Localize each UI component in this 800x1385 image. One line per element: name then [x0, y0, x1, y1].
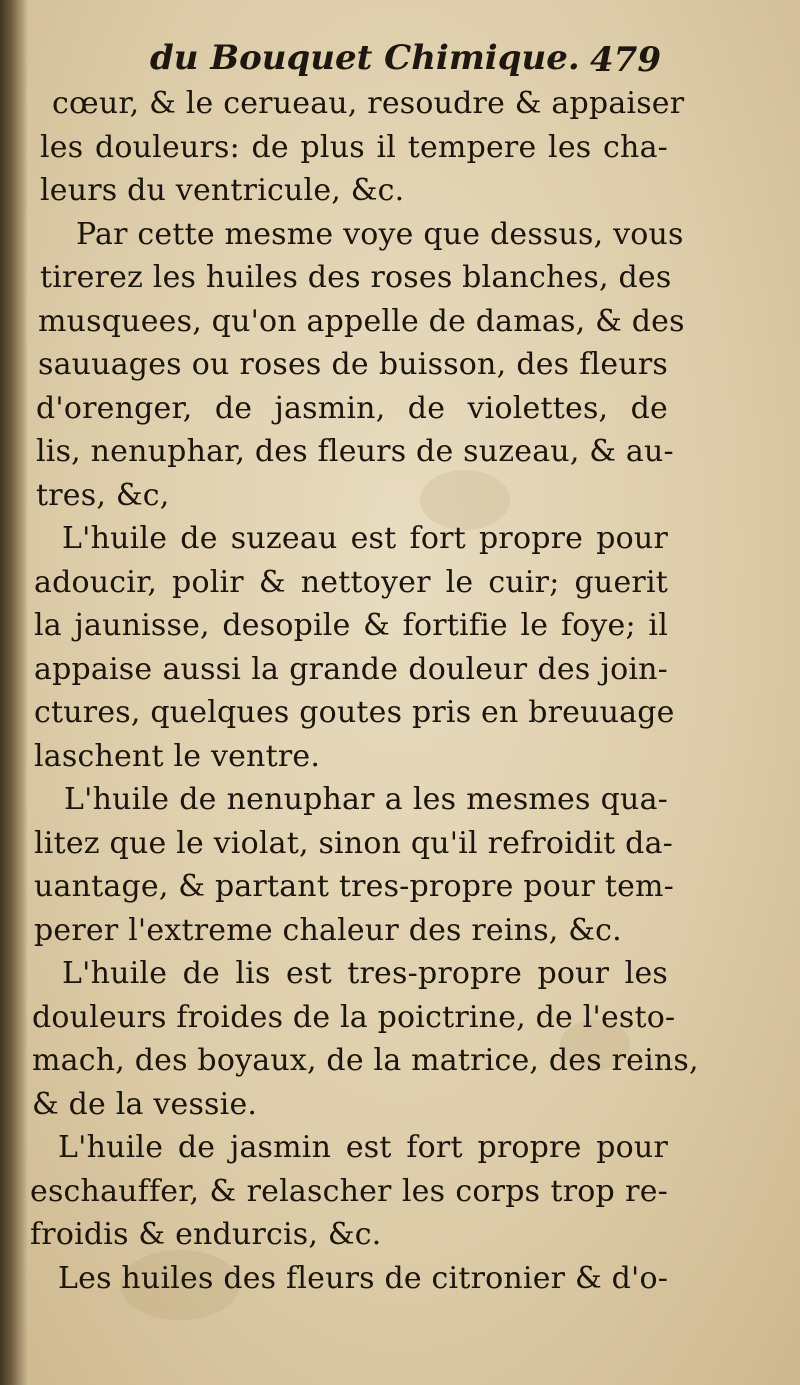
- text-line: laschent le ventre.: [34, 738, 321, 774]
- text-line: cœur, & le cerueau, resoudre & appaiser: [52, 86, 685, 121]
- text-line: leurs du ventricule, &c.: [40, 173, 405, 208]
- text-line: mach, des boyaux, de la matrice, des reins,: [32, 1043, 699, 1078]
- text-line: les douleurs: de plus il tempere les cha-: [40, 129, 668, 165]
- page-number: 479: [590, 40, 661, 80]
- text-line: douleurs froides de la poictrine, de l'esto-: [32, 999, 676, 1035]
- paragraph-start-line: L'huile de nenuphar a les mesmes qua-: [64, 782, 668, 817]
- text-line: perer l'extreme chaleur des reins, &c.: [34, 912, 622, 948]
- text-line: litez que le violat, sinon qu'il refroidit da-: [34, 825, 673, 861]
- text-line: eschauffer, & relascher les corps trop re-: [30, 1173, 668, 1209]
- paragraph-start-line: L'huile de lis est tres-propre pour les: [62, 956, 668, 991]
- text-line: adoucir, polir & nettoyer le cuir; guerit: [34, 564, 668, 600]
- text-line: appaise aussi la grande douleur des join-: [34, 651, 668, 687]
- text-line: ctures, quelques goutes pris en breuuage: [34, 695, 675, 730]
- text-line: sauuages ou roses de buisson, des fleurs: [38, 347, 668, 382]
- text-line: uantage, & partant tres-propre pour tem-: [34, 869, 675, 904]
- text-line: d'orenger, de jasmin, de violettes, de: [36, 390, 668, 426]
- body-text: [28, 82, 699, 1300]
- paragraph-start-line: Par cette mesme voye que dessus, vous: [76, 216, 684, 252]
- text-line: lis, nenuphar, des fleurs de suzeau, & au-: [36, 434, 674, 469]
- text-line: & de la vessie.: [32, 1086, 258, 1122]
- text-line: tirerez les huiles des roses blanches, des: [40, 260, 672, 295]
- paragraph-start-line: L'huile de suzeau est fort propre pour: [62, 521, 668, 556]
- paragraph-start-line: L'huile de jasmin est fort propre pour: [58, 1130, 668, 1165]
- text-line: la jaunisse, desopile & fortifie le foye; il: [34, 608, 668, 643]
- page-header: [0, 30, 800, 90]
- binding-gutter: [0, 0, 28, 1385]
- text-line: tres, &c,: [36, 477, 170, 513]
- text-line: musquees, qu'on appelle de damas, & des: [38, 303, 685, 339]
- paragraph-start-line: Les huiles des fleurs de citronier & d'o-: [58, 1260, 669, 1296]
- text-line: froidis & endurcis, &c.: [30, 1217, 382, 1252]
- running-title: du Bouquet Chimique.: [150, 38, 580, 78]
